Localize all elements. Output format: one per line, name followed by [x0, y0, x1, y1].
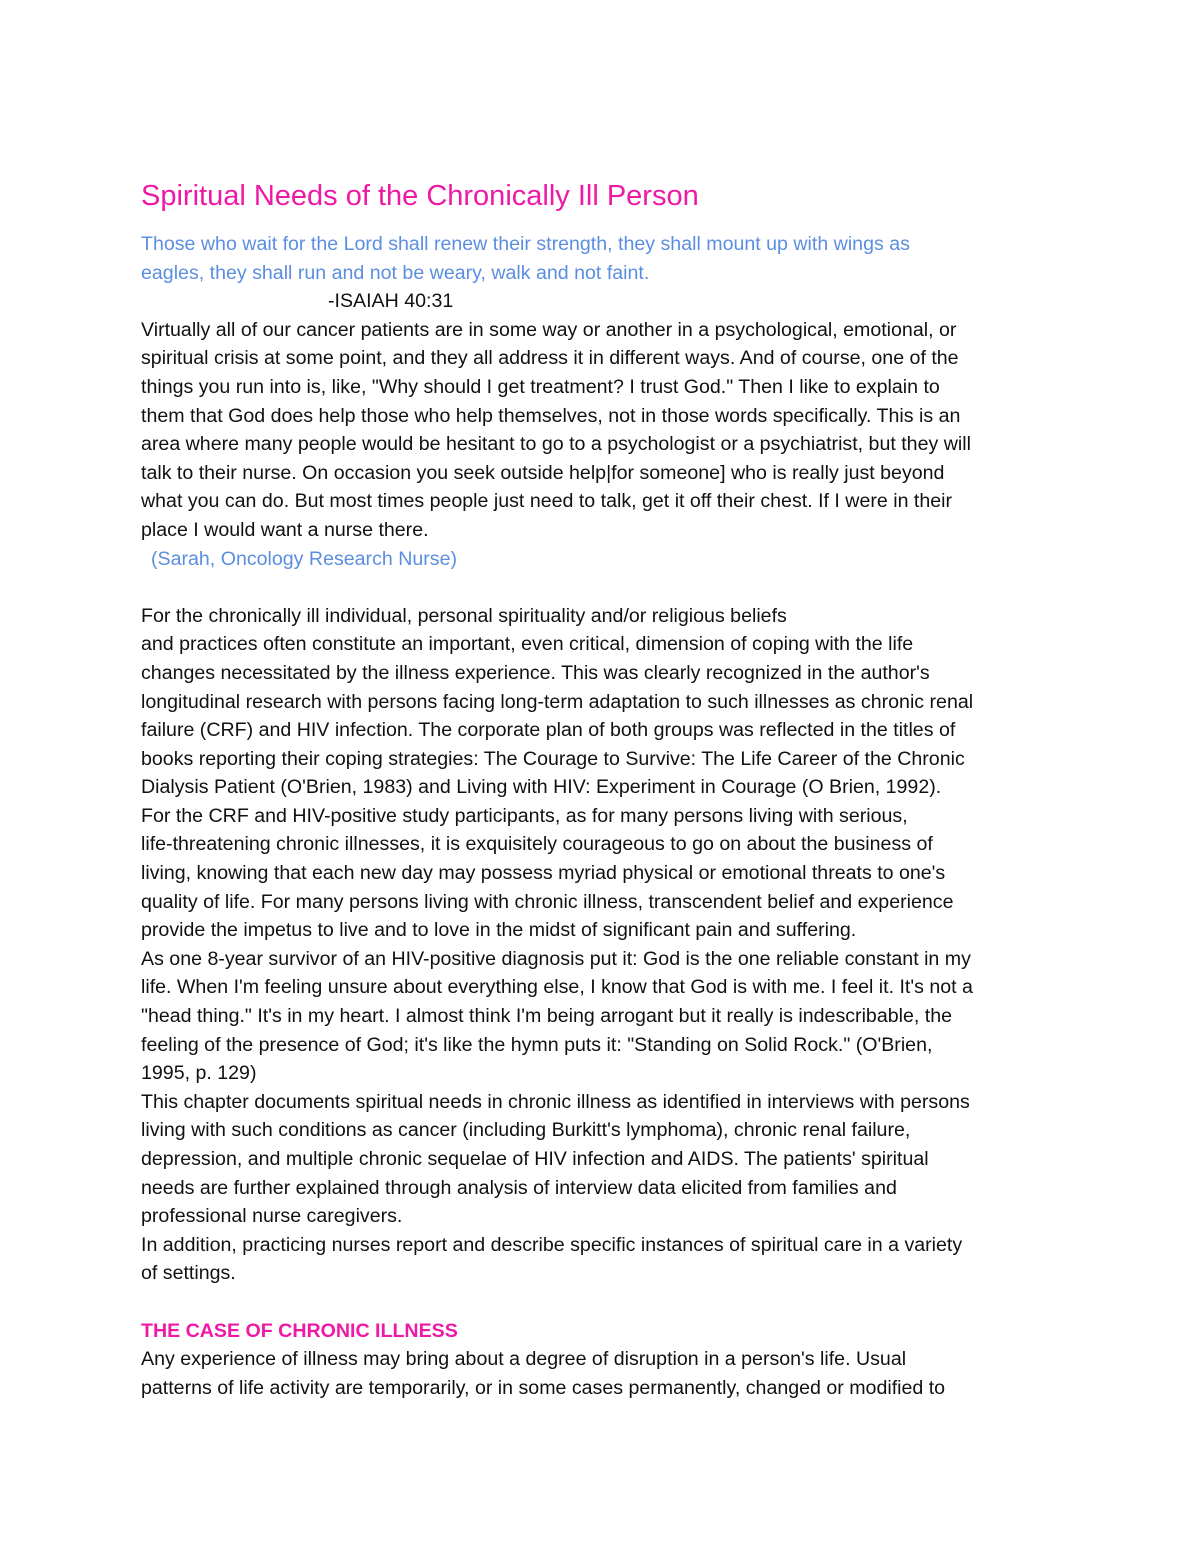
paragraph-spacer: [141, 1288, 1066, 1317]
body-line: In addition, practicing nurses report and describe specific instances of spiritual care in a variety: [141, 1233, 963, 1256]
body-line: life-threatening chronic illnesses, it is exquisitely courageous to go on about the business of: [141, 833, 933, 856]
body-line: longitudinal research with persons facing long-term adaptation to such illnesses as chronic renal: [141, 690, 974, 713]
quote-line: spiritual crisis at some point, and they all address it in different ways. And of course, one of the: [141, 347, 959, 370]
body-line: needs are further explained through analysis of interview data elicited from families and: [141, 1176, 897, 1199]
quote-line: things you run into is, like, "Why should I get treatment? I trust God." Then I like to explain to: [141, 375, 940, 398]
body-line: depression, and multiple chronic sequelae of HIV infection and AIDS. The patients' spiritual: [141, 1148, 929, 1170]
quote-source: (Sarah, Oncology Research Nurse): [151, 547, 458, 570]
body-line: quality of life. For many persons living with chronic illness, transcendent belief and experience: [141, 890, 954, 913]
body-line: books reporting their coping strategies: The Courage to Survive: The Life Career of the Chronic: [141, 747, 965, 770]
body-line: provide the impetus to live and to love in the midst of significant pain and suffering.: [141, 919, 857, 942]
body-line: life. When I'm feeling unsure about everything else, I know that God is with me. I feel it. It's not a: [141, 976, 973, 999]
body-line: 1995, p. 129): [141, 1062, 257, 1085]
section-chronic-illness: [141, 1317, 1066, 1403]
body-line: failure (CRF) and HIV infection. The corporate plan of both groups was reflected in the titles of: [141, 719, 956, 742]
quote-line: them that God does help those who help themselves, not in those words specifically. This is an: [141, 404, 961, 427]
body-line: For the chronically ill individual, personal spirituality and/or religious beliefs: [141, 604, 787, 627]
body-line: and practices often constitute an important, even critical, dimension of coping with the life: [141, 633, 914, 656]
body-line: This chapter documents spiritual needs in chronic illness as identified in interviews with persons: [141, 1090, 970, 1113]
body-line: professional nurse caregivers.: [141, 1205, 403, 1228]
section-line: patterns of life activity are temporarily, or in some cases permanently, changed or modified to: [141, 1376, 946, 1399]
quote-line: place I would want a nurse there.: [141, 518, 429, 541]
quote-line: Virtually all of our cancer patients are in some way or another in a psychological, emotional, or: [141, 318, 957, 341]
document-title: Spiritual Needs of the Chronically Ill Person: [141, 180, 699, 212]
body-line: changes necessitated by the illness experience. This was clearly recognized in the author's: [141, 661, 930, 684]
body-line: living, knowing that each new day may possess myriad physical or emotional threats to one's: [141, 862, 946, 885]
epigraph-line: eagles, they shall run and not be weary, walk and not faint.: [141, 261, 650, 284]
body-text: [141, 602, 1066, 1288]
body-line: Dialysis Patient (O'Brien, 1983) and Living with HIV: Experiment in Courage (O Brien, 1992).: [141, 776, 942, 799]
body-line: of settings.: [141, 1262, 236, 1285]
body-line: As one 8-year survivor of an HIV-positive diagnosis put it: God is the one reliable constant in my: [141, 947, 971, 970]
epigraph: [141, 230, 1066, 316]
section-line: Any experience of illness may bring about a degree of disruption in a person's life. Usual: [141, 1348, 907, 1371]
body-line: "head thing." It's in my heart. I almost think I'm being arrogant but it really is indescribable, the: [141, 1005, 952, 1028]
nurse-quote: [141, 316, 1066, 573]
epigraph-attribution: -ISAIAH 40:31: [328, 290, 454, 313]
epigraph-line: Those who wait for the Lord shall renew their strength, they shall mount up with wings as: [141, 233, 910, 255]
body-line: feeling of the presence of God; it's like the hymn puts it: "Standing on Solid Rock." (O'Brien,: [141, 1033, 933, 1056]
document-page: [141, 176, 1066, 1402]
quote-line: talk to their nurse. On occasion you seek outside help|for someone] who is really just beyond: [141, 461, 945, 484]
quote-line: area where many people would be hesitant to go to a psychologist or a psychiatrist, but they will: [141, 433, 971, 456]
quote-line: what you can do. But most times people just need to talk, get it off their chest. If I were in their: [141, 490, 953, 513]
body-line: For the CRF and HIV-positive study participants, as for many persons living with serious,: [141, 804, 908, 827]
section-heading: THE CASE OF CHRONIC ILLNESS: [141, 1319, 458, 1342]
body-line: living with such conditions as cancer (including Burkitt's lymphoma), chronic renal failure,: [141, 1119, 911, 1142]
paragraph-spacer: [141, 573, 1066, 602]
